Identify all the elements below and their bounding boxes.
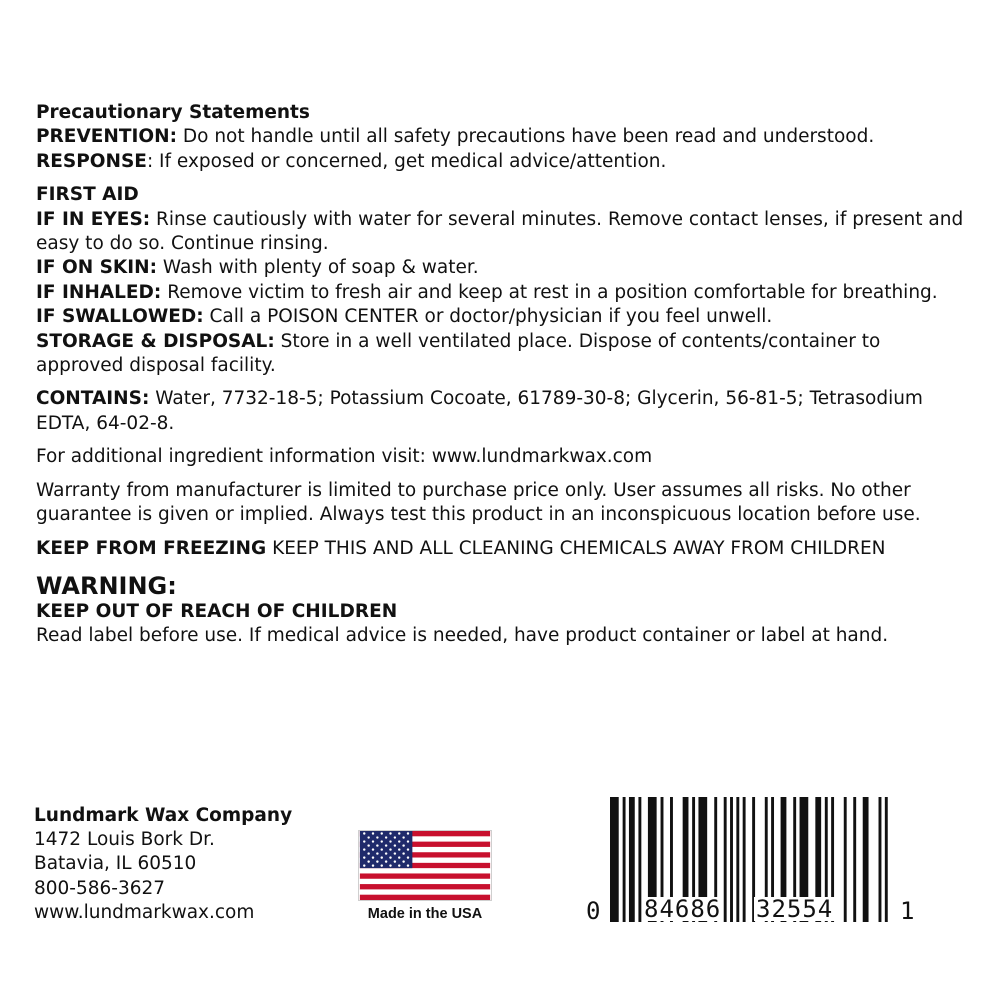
flag-star <box>363 848 365 850</box>
flag-star <box>407 840 409 842</box>
flag-star <box>381 856 383 858</box>
flag-star <box>389 856 391 858</box>
barcode-bar <box>885 797 888 922</box>
flag-star <box>372 864 374 866</box>
flag-star <box>389 864 391 866</box>
flag-star <box>402 844 404 846</box>
flag-star <box>385 844 387 846</box>
company-street: 1472 Louis Bork Dr. <box>34 829 215 851</box>
flag-star <box>367 836 369 838</box>
inhaled-text: Remove victim to fresh air and keep at rest in a position comfortable for breathing. <box>161 281 938 303</box>
swallowed-text: Call a POISON CENTER or doctor/physician if you feel unwell. <box>203 306 773 328</box>
barcode-bar <box>853 797 856 922</box>
warning-heading: WARNING: <box>36 571 177 600</box>
flag-star <box>367 860 369 862</box>
flag-star <box>385 852 387 854</box>
flag-star <box>385 860 387 862</box>
freezing-text: KEEP THIS AND ALL CLEANING CHEMICALS AWAY FROM CHILDREN <box>266 537 886 559</box>
upc-barcode <box>582 797 916 927</box>
flag-star <box>363 864 365 866</box>
flag-star <box>402 836 404 838</box>
first-aid-heading: FIRST AID <box>36 184 139 206</box>
barcode-digits-left: 84686 <box>644 895 722 923</box>
flag-star <box>398 848 400 850</box>
barcode-bar <box>863 797 869 922</box>
label-text-block <box>36 101 966 649</box>
additional-info: For additional ingredient information visit: www.lundmarkwax.com <box>36 446 653 468</box>
flag-star <box>402 852 404 854</box>
storage-label: STORAGE & DISPOSAL: <box>36 330 275 352</box>
us-flag-icon <box>358 830 492 901</box>
flag-star <box>381 832 383 834</box>
response-statement <box>36 150 966 174</box>
flag-stripe <box>360 873 490 879</box>
response-label: RESPONSE <box>36 150 147 172</box>
flag-star <box>372 856 374 858</box>
flag-stripe <box>360 884 490 890</box>
barcode-bar <box>879 797 882 922</box>
flag-star <box>394 852 396 854</box>
flag-star <box>407 848 409 850</box>
company-city: Batavia, IL 60510 <box>34 853 197 875</box>
flag-star <box>389 832 391 834</box>
flag-star <box>389 848 391 850</box>
flag-stripe <box>360 889 490 895</box>
company-phone: 800-586-3627 <box>34 877 166 899</box>
prevention-text: Do not handle until all safety precautions have been read and understood. <box>177 126 875 148</box>
inhaled-statement <box>36 281 966 305</box>
contains-text: Water, 7732-18-5; Potassium Cocoate, 61789-30-8; Glycerin, 56-81-5; Tetrasodium EDTA, 64-02-8. <box>36 388 923 434</box>
barcode-bar <box>724 797 727 922</box>
eyes-label: IF IN EYES: <box>36 208 151 230</box>
flag-star <box>381 848 383 850</box>
storage-text: Store in a well ventilated place. Dispose of contents/container to approved disposal facility. <box>36 330 881 377</box>
flag-star <box>402 860 404 862</box>
inhaled-label: IF INHALED: <box>36 281 162 303</box>
barcode-bar <box>610 797 619 922</box>
flag-star <box>376 836 378 838</box>
freezing-label: KEEP FROM FREEZING <box>36 537 267 559</box>
flag-star <box>394 836 396 838</box>
flag-star <box>367 852 369 854</box>
skin-statement <box>36 256 966 280</box>
prevention-statement <box>36 125 966 149</box>
contains-statement <box>36 387 966 436</box>
contains-label: CONTAINS: <box>36 388 150 410</box>
made-in-usa-badge <box>358 830 492 922</box>
flag-star <box>372 832 374 834</box>
flag-star <box>367 844 369 846</box>
flag-stripe <box>360 879 490 885</box>
barcode-bar <box>743 797 746 922</box>
flag-star <box>363 856 365 858</box>
skin-label: IF ON SKIN: <box>36 257 158 279</box>
flag-star <box>394 860 396 862</box>
eyes-statement <box>36 208 966 257</box>
flag-star <box>363 840 365 842</box>
swallowed-label: IF SWALLOWED: <box>36 306 204 328</box>
barcode-digits-right: 32554 <box>756 895 834 923</box>
prevention-label: PREVENTION: <box>36 126 177 148</box>
flag-caption: Made in the USA <box>367 906 483 922</box>
flag-star <box>398 856 400 858</box>
flag-stripe <box>360 868 490 874</box>
warning-subheading: KEEP OUT OF REACH OF CHILDREN <box>36 600 398 622</box>
flag-star <box>381 864 383 866</box>
flag-stripe <box>360 895 490 901</box>
flag-star <box>381 840 383 842</box>
flag-star <box>385 836 387 838</box>
freezing-statement <box>36 537 966 561</box>
barcode-digit-last: 1 <box>900 897 915 925</box>
warning-text: Read label before use. If medical advice is needed, have product container or label at hand. <box>36 625 889 647</box>
company-name: Lundmark Wax Company <box>34 805 293 826</box>
flag-star <box>363 832 365 834</box>
swallowed-statement <box>36 305 966 329</box>
response-text: : If exposed or concerned, get medical advice/attention. <box>146 150 667 172</box>
flag-star <box>398 832 400 834</box>
flag-star <box>407 856 409 858</box>
flag-star <box>372 840 374 842</box>
precautionary-heading: Precautionary Statements <box>36 102 310 123</box>
company-website: www.lundmarkwax.com <box>34 901 255 923</box>
flag-star <box>394 844 396 846</box>
barcode-digit-first: 0 <box>586 897 601 925</box>
barcode-bar <box>844 797 847 922</box>
flag-star <box>407 832 409 834</box>
flag-star <box>398 864 400 866</box>
barcode-bar <box>629 797 635 922</box>
barcode-bar <box>638 797 641 922</box>
flag-star <box>372 848 374 850</box>
warranty-statement: Warranty from manufacturer is limited to purchase price only. User assumes all risks. No other guarantee is given or implied. Always test this product in an inconspicuous location before use. <box>36 479 921 526</box>
flag-star <box>398 840 400 842</box>
barcode-bar <box>623 797 626 922</box>
flag-star <box>376 852 378 854</box>
storage-statement <box>36 330 966 379</box>
barcode-bar <box>730 797 733 922</box>
flag-star <box>376 860 378 862</box>
skin-text: Wash with plenty of soap & water. <box>157 257 479 279</box>
company-address-block <box>34 804 292 925</box>
flag-star <box>407 864 409 866</box>
eyes-text: Rinse cautiously with water for several minutes. Remove contact lenses, if present and easy to do so. Continue rinsing. <box>36 208 964 255</box>
flag-star <box>376 844 378 846</box>
flag-star <box>389 840 391 842</box>
barcode-bar <box>736 797 739 922</box>
